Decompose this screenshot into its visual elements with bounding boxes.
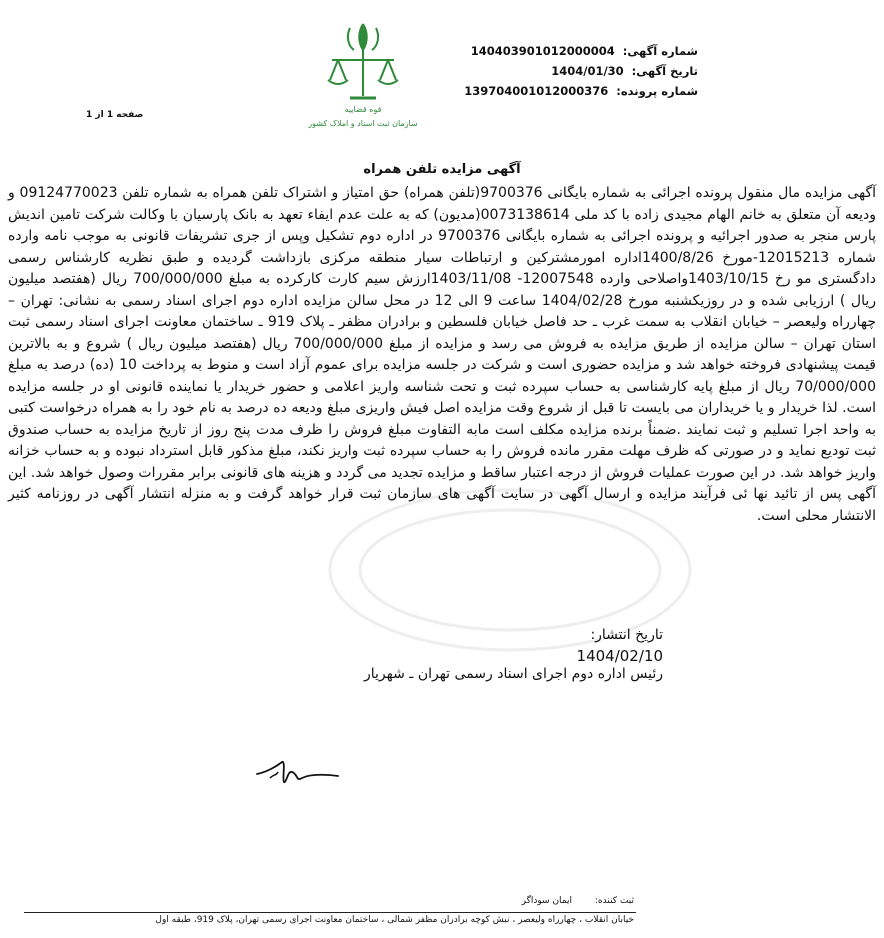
ad-number-row (464, 41, 698, 61)
registrar-label: ثبت کننده: (594, 896, 634, 906)
handwritten-signature (252, 752, 342, 792)
ad-number-label: شماره آگهی: (622, 44, 698, 58)
notice-title: آگهی مزایده تلفن همراه (363, 162, 521, 177)
publish-date: 1404/02/10 (576, 647, 663, 665)
ad-date-row (464, 61, 698, 81)
page-number: صفحه 1 از 1 (86, 110, 144, 120)
registrar-name: ایمان سوداگر (521, 896, 573, 906)
emblem-text-judiciary: قوه قضاییه (344, 105, 382, 114)
file-number-row (464, 81, 698, 101)
publish-date-label: تاریخ انتشار: (590, 627, 663, 643)
footer-divider (24, 912, 636, 913)
file-number: 139704001012000376 (464, 84, 609, 98)
publish-date-block (577, 625, 663, 668)
ad-metadata (464, 41, 698, 101)
registrar-row (522, 896, 634, 906)
emblem-text-organization: سازمان ثبت اسناد و املاک کشور (308, 119, 418, 128)
ad-number: 140403901012000004 (470, 44, 615, 58)
signer-title: رئیس اداره دوم اجرای اسناد رسمی تهران ـ شهریار (364, 666, 663, 682)
ad-date-label: تاریخ آگهی: (631, 64, 698, 78)
ad-date: 1404/01/30 (551, 64, 624, 78)
footer-address: خیابان انقلاب ، چهارراه ولیعصر ، نبش کوچه برادران مظفر شمالی ، ساختمان معاونت اجرای رسمی تهران، پلاک 919، طبقه اول (155, 915, 634, 925)
file-number-label: شماره پرونده: (616, 84, 698, 98)
judiciary-emblem-logo (288, 18, 438, 133)
notice-body: آگهی مزایده مال منقول پرونده اجرائی به شماره بایگانی 9700376(تلفن همراه) حق امتیاز و اشتراک تلفن همراه به شماره تلفن 09124770023 و ودیعه آن متعلق به خانم الهام مجیدی زاده با کد ملی 0073138614(مدیون) که به علت عدم ایفاء تعهد به بانک پارسیان با وکالت شرکت تامین اندیش پارس منجر به صدور اجرائیه و پرونده اجرائی به شماره بایگانی 9700376 در اداره دوم تشکیل وپس از جری تشریفات قانونی به موجب نامه وارده شماره 12015213-مورخ 1400/8/26اداره امورمشترکین و ارتباطات سیار منطقه مرکزی بازداشت گردیده و طبق نظریه کارشناس رسمی دادگستری مو رخ 1403/10/15واصلاحی وارده 12007548- 1403/11/08ارزش سیم کارت کارکرده به مبلغ 700/000/000 ریال (هفتصد میلیون ریال ) ارزیابی شده و در روزیکشنبه مورخ 1404/02/28 ساعت 9 الی 12 در محل سالن مزایده اداره دوم اجرای اسناد رسمی به نشانی: تهران – چهارراه ولیعصر – خیابان انقلاب به سمت غرب ـ حد فاصل خیابان فلسطین و برادران مظفر ـ پلاک 919 ـ ساختمان معاونت اجرای اسناد رسمی ثبت استان تهران – سالن مزایده از طریق مزایده به فروش می رسد و مزایده از مبلغ 700/000/000 ریال (هفتصد میلیون ریال ) شروع و به بالاترین قیمت پیشنهادی فروخته خواهد شد و مزایده حضوری است و شرکت در جلسه مزایده برای عموم آزاد است و منوط به پرداخت 10 (ده) درصد به مبلغ 70/000/000 ریال از مبلغ پایه کارشناسی به حساب سپرده ثبت و تحت شناسه واریز اعلامی و حضور خریدار یا نماینده قانونی او در جلسه مزایده است. لذا خریدار و یا خریداران می بایست تا قبل از شروع وقت مزایده اصل فیش واریزی مبلغ ودیعه ده درصد به نام خود را به همراه درخواست کتبی به واحد اجرا تسلیم و ثبت نمایند .ضمناً برنده مزایده مکلف است مابه التفاوت مبلغ فروش را ظرف مدت پنج روز از تاریخ مزایده به حساب صندوق ثبت تودیع نماید و در صورتی که ظرف مهلت مقرر مانده فروش را به حساب سپرده ثبت واریز نکند، مبلغ مذکور قابل استرداد نبوده و به حساب خزانه واریز خواهد شد. در این صورت عملیات فروش از درجه اعتبار ساقط و مزایده تجدید می گردد و هزینه های قانونی برابر مقررات وصول خواهد شد. این آگهی پس از تائید نها ئی فرآیند مزایده و ارسال آگهی در سایت آگهی های سازمان ثبت قرار خواهد گرفت و به منزله انتشار آگهی در روزنامه کثیر الانتشار محلی است. (8, 185, 877, 524)
